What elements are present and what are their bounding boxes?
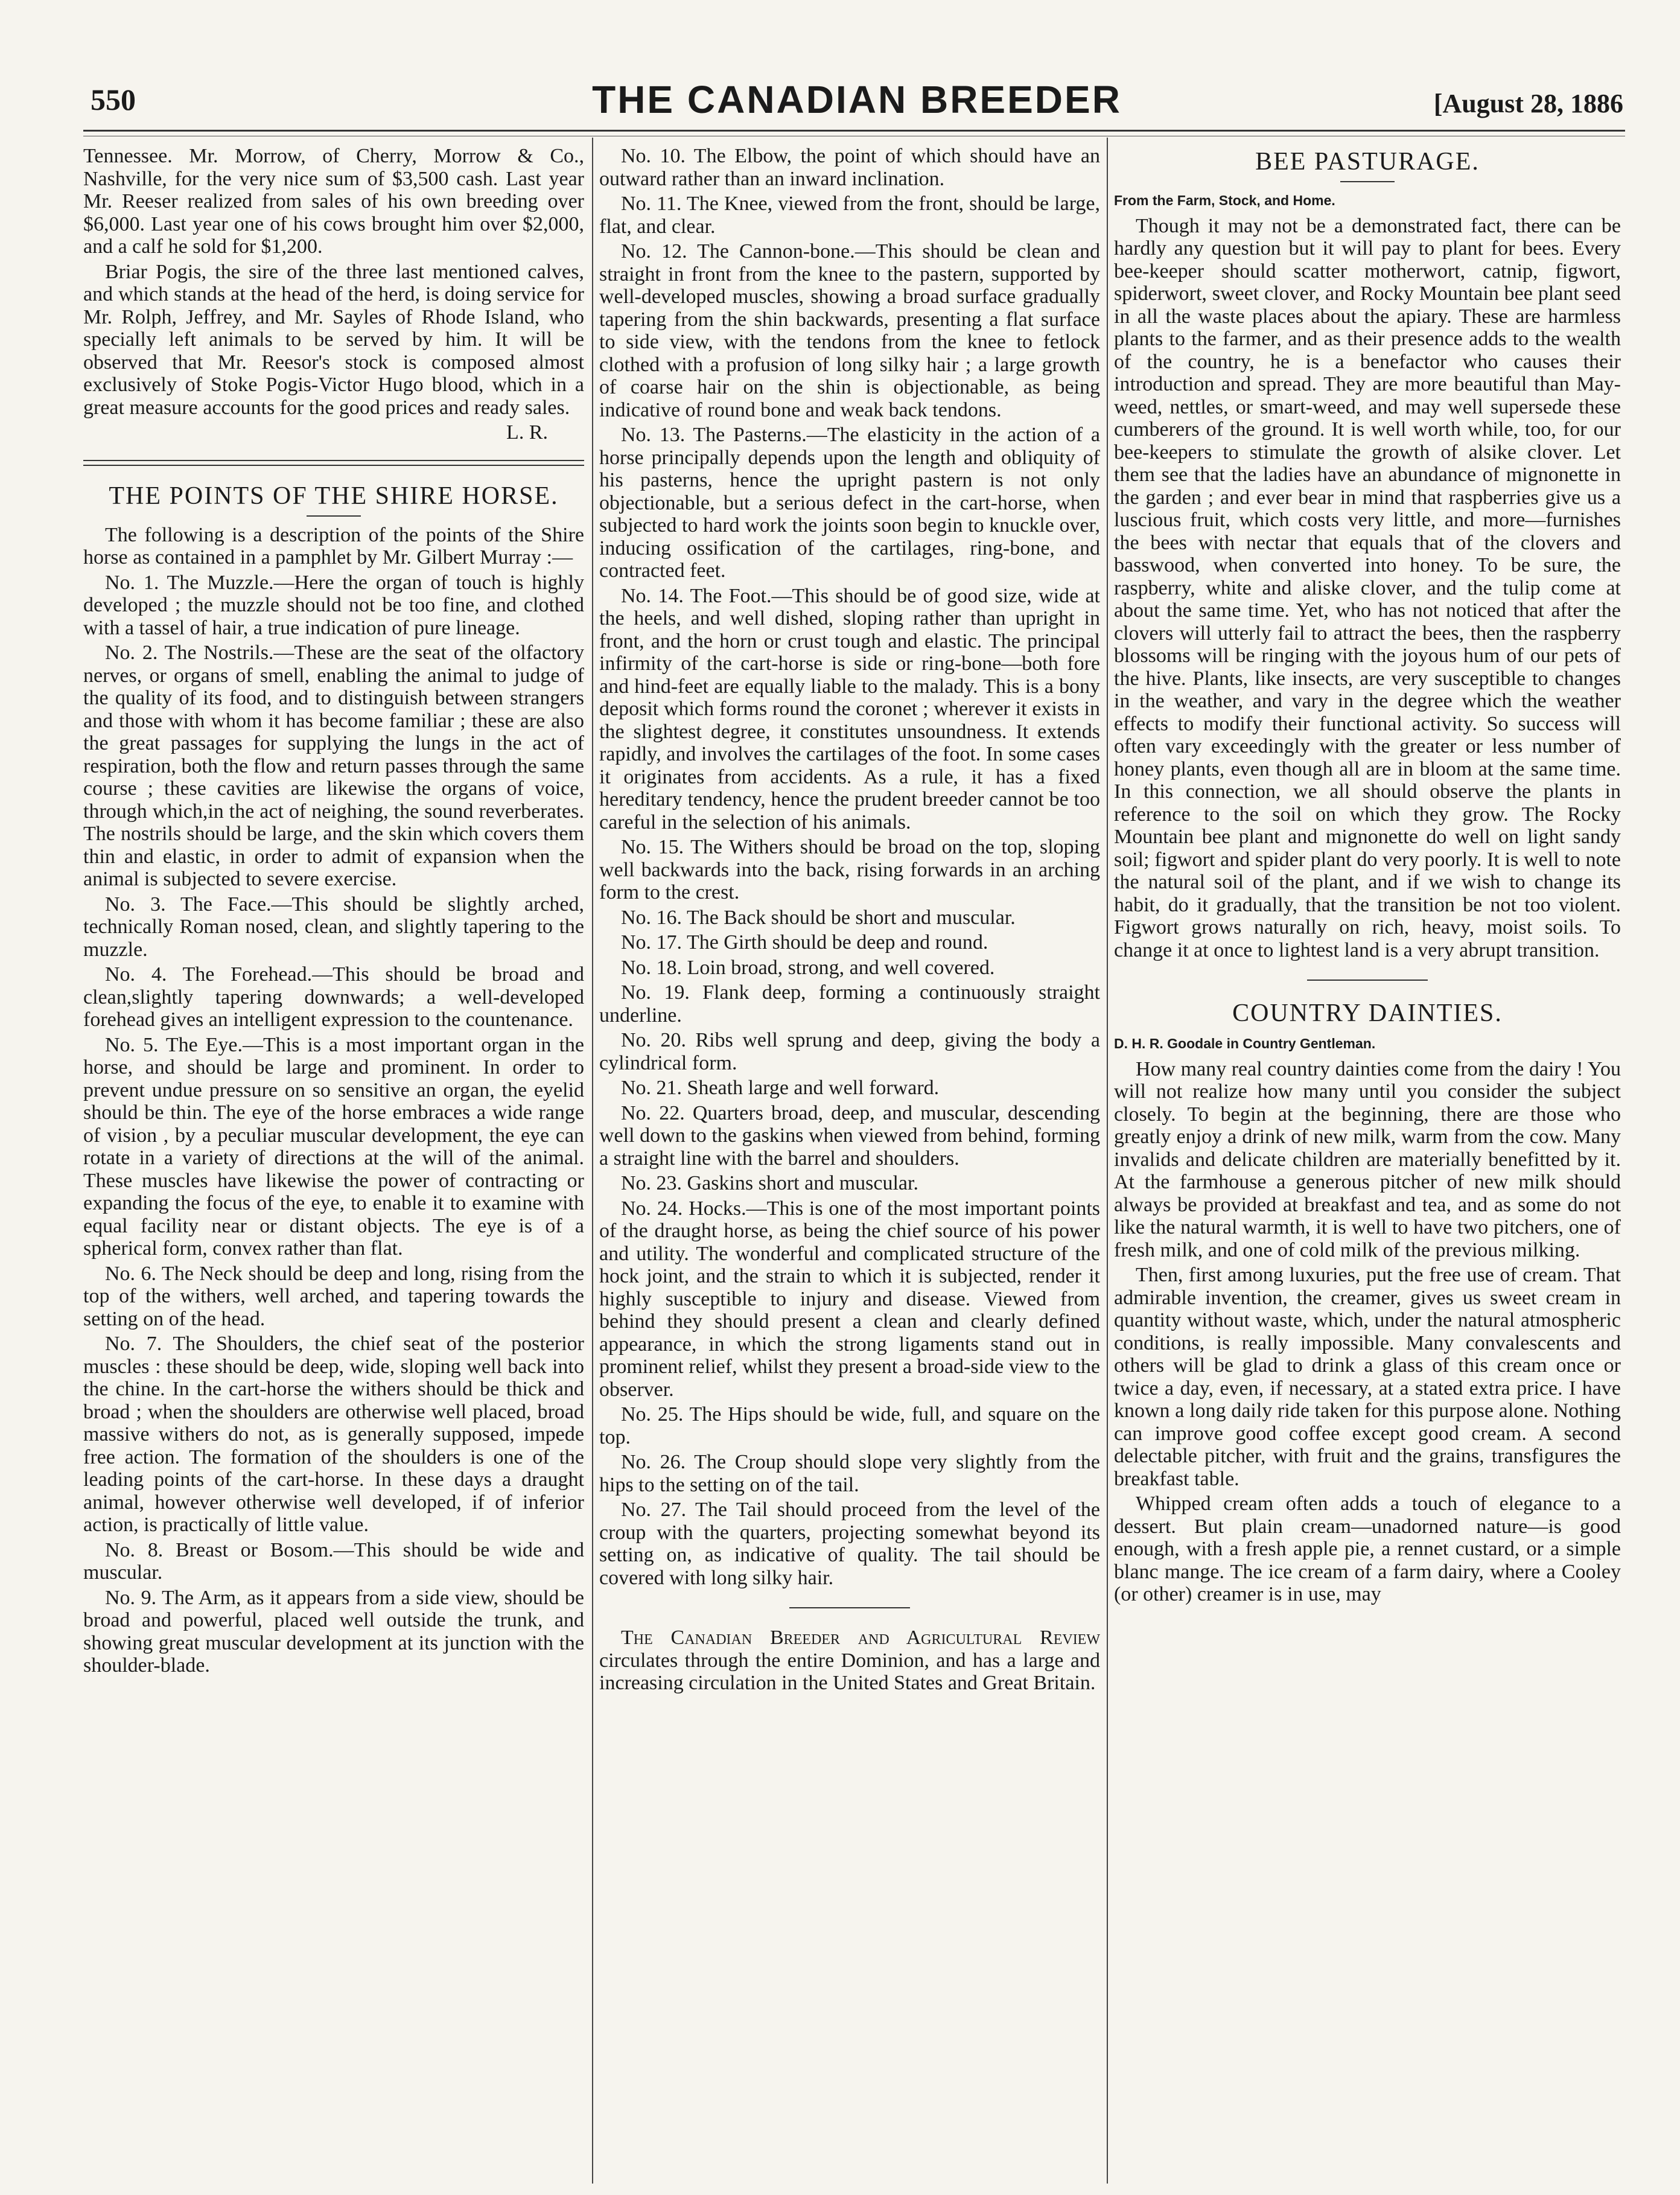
article-paragraph: How many real country dainties come from the dairy ! You will not realize how many until you consider the subject closely. To begin at the beginning, there are those who greatly enjoy a drink of new milk, warm from the cow. Many invalids and delicate children are materially benefitted by it. At the farmhouse a generous pitcher of new milk should always be provided at breakfast and tea, and as some do not like the natural warmth, it is well to have two pitchers, one of fresh milk, and one of cold milk of the previous milking. [1114, 1057, 1621, 1261]
shire-point: No. 22. Quarters broad, deep, and muscular, descending well down to the gaskins when viewed from behind, forming a straight line with the barrel and shoulders. [599, 1101, 1100, 1170]
article-paragraph: Whipped cream often adds a touch of elegance to a dessert. But plain cream—unadorned nature—is good enough, with a fresh apple pie, a rennet custard, or a simple blanc mange. The ice cream of a farm dairy, where a Cooley (or other) creamer is in use, may [1114, 1493, 1621, 1605]
shire-point: No. 26. The Croup should slope very slightly from the hips to the setting on of the tail. [599, 1451, 1100, 1496]
shire-point: No. 1. The Muzzle.—Here the organ of touch is highly developed ; the muzzle should not be too fine, and clothed with a tassel of hair, a true indication of pure lineage. [83, 571, 584, 639]
masthead-rule [83, 130, 1625, 136]
issue-date: [August 28, 1886 [1433, 89, 1623, 118]
page-number: 550 [91, 83, 136, 116]
article-paragraph: Though it may not be a demonstrated fact, there can be hardly any question but it will pay to plant for bees. Every bee-keeper should scatter motherwort, catnip, figwort, spiderwort, sweet clover, and Rocky Mountain bee plant seed in all the waste places about the apiary. These are harmless plants to the farmer, and as their presence adds to the wealth of the country, he is a benefactor who causes their introduction and spread. They are more beautiful than May-weed, nettles, or smart-weed, and may well supersede these cumberers of the ground. It is well worth while, too, for our bee-keepers to stimulate the growth of alsike clover. Let them see that the ladies have an abundance of mignonette in the garden ; and ever bear in mind that raspberries give us a luscious fruit, which costs very little, and more—furnishes the bees with nectar that equals that of the clovers and basswood, when converted into honey. To be sure, the raspberry, white and aliske clover, and the tulip come at about the same time. Yet, who has not noticed that after the clovers will utterly fail to attract the bees, then the raspberry blossoms will be ringing with the joyous hum of our pets of the hive. Plants, like insects, are very susceptible to changes in the weather, and vary in the degree which the weather effects to modify their functional activity. So success will often vary exceedingly with the greater or less number of honey plants, even though all are in bloom at the same time. In this connection, we all should observe the plants in reference to the soil on which they grow. The Rocky Mountain bee plant and mignonette do well on light sandy soil; figwort and spider plant do very poorly. It is well to note the natural soil of the plant, and if we wish to change its habit, do it gradually, that the transition be not too violent. Figwort grows naturally on rich, heavy, moist soils. To change it at once to lightest land is a very abrupt transition. [1114, 214, 1621, 961]
article-title-bee-pasturage: BEE PASTURAGE. [1255, 148, 1480, 176]
column-divider [592, 138, 593, 2184]
shire-point: No. 17. The Girth should be deep and round. [621, 931, 988, 954]
shire-point: No. 5. The Eye.—This is a most important organ in the horse, and should be large and prominent. In order to prevent undue pressure on so sensitive an organ, the eyelid should be thin. The eye of the horse embraces a wide range of vision , by a peculiar muscular development, the eye can rotate in a variety of directions at the will of the animal. These muscles have likewise the power of contracting or expanding the focus of the eye, to enable it to examine with equal facility near or distant objects. The eye is of a spherical form, convex rather than flat. [83, 1033, 584, 1260]
shire-point: No. 15. The Withers should be broad on the top, sloping well backwards into the back, rising forwards in an arching form to the crest. [599, 836, 1100, 903]
shire-point: No. 7. The Shoulders, the chief seat of the posterior muscles : these should be deep, wide, sloping well back into the chine. In the cart-horse the withers should be thick and broad ; when the shoulders are otherwise well placed, broad massive withers do not, as is generally supposed, impede free action. The formation of the shoulders is one of the leading points of the cart-horse. In these days a draught animal, however otherwise well developed, if of inferior action, is practically of little value. [83, 1333, 584, 1536]
article-title-shire-horse: THE POINTS OF THE SHIRE HORSE. [109, 482, 559, 510]
title-rule [1340, 181, 1395, 182]
shire-point: No. 16. The Back should be short and muscular. [621, 906, 1016, 929]
shire-point: No. 3. The Face.—This should be slightly arched, technically Roman nosed, clean, and slightly tapering to the muzzle. [83, 893, 584, 961]
article-title-country-dainties: COUNTRY DAINTIES. [1232, 999, 1503, 1027]
shire-point: No. 2. The Nostrils.—These are the seat of the olfactory nerves, or organs of smell, enabling the animal to judge of the quality of its food, and to distinguish between strangers and those with whom it has become familiar ; these are also the great passages for supplying the lungs in the act of respiration, both the flow and return passes through the same course ; these cavities are likewise the organs of voice, through which,in the act of neighing, the sound reverberates. The nostrils should be large, and the skin which covers them thin and elastic, in order to admit of expansion when the animal is subjected to severe exercise. [83, 642, 584, 890]
circulation-notice [599, 1626, 1100, 1695]
column-2 [599, 145, 1100, 1697]
shire-point: No. 4. The Forehead.—This should be broad and clean,slightly tapering downwards; a well-developed forehead gives an intelligent expression to the countenance. [83, 963, 584, 1031]
shire-point: No. 14. The Foot.—This should be of good size, wide at the heels, and well dished, sloping rather than upright in front, and the horn or crust tough and elastic. The principal infirmity of the cart-horse is side or ring-bone—both fore and hind-feet are equally liable to the malady. This is a bony deposit which forms round the coronet ; wherever it exists in the slightest degree, it constitutes unsoundness. It extends rapidly, and involves the cartilages of the foot. In some cases it originates from accidents. As a rule, it has a fixed hereditary tendency, hence the prudent breeder cannot be too careful in the selection of his animals. [599, 584, 1100, 833]
continued-paragraph: Tennessee. Mr. Morrow, of Cherry, Morrow & Co., Nashville, for the very nice sum of $3,500 cash. Last year Mr. Reeser realized from sales of his own breeding over $6,000. Last year one of his cows brought him over $2,000, and a calf he sold for $1,200. [83, 145, 584, 258]
notice-lead: The Canadian Breeder and Agricultural Review [621, 1626, 1100, 1649]
shire-point: No. 24. Hocks.—This is one of the most important points of the draught horse, as being the chief source of his power and utility. The wonderful and complicated structure of the hock joint, and the strain to which it is subjected, render it highly susceptible to injury and disease. Viewed from behind they should present a clean and clearly defined appearance, in which the strong ligaments stand out in prominent relief, whilst they present a broad-side view to the observer. [599, 1197, 1100, 1401]
article-separator [83, 460, 584, 466]
shire-point: No. 10. The Elbow, the point of which should have an outward rather than an inward inclination. [599, 145, 1100, 190]
shire-point: No. 19. Flank deep, forming a continuously straight underline. [599, 981, 1100, 1027]
shire-point: No. 9. The Arm, as it appears from a side view, should be broad and powerful, placed well outside the trunk, and showing great muscular development at its junction with the shoulder-blade. [83, 1586, 584, 1677]
article-separator [1307, 980, 1428, 981]
shire-point: No. 18. Loin broad, strong, and well covered. [621, 956, 995, 979]
shire-point: No. 12. The Cannon-bone.—This should be clean and straight in front from the knee to the pastern, supported by well-developed muscles, showing a broad surface gradually tapering from the shin backwards, presenting a flat surface to side view, with the tendons from the knee to fetlock clothed with a profusion of long silky hair ; a large growth of coarse hair on the shin is objectionable, as being indicative of round bone and weak back tendons. [599, 240, 1100, 421]
shire-point: No. 21. Sheath large and well forward. [621, 1077, 940, 1099]
article-paragraph: Then, first among luxuries, put the free use of cream. That admirable invention, the creamer, gives us sweet cream in quantity without waste, which, under the natural atmospheric conditions, is really impossible. Many convalescents and others will be glad to drink a glass of this cream once or twice a day, even, if necessary, at a stated extra price. I have known a long daily ride taken for this purpose alone. Nothing can improve good coffee except good cream. A second delectable pitcher, with fruit and the grains, transfigures the breakfast table. [1114, 1264, 1621, 1490]
title-rule [307, 515, 361, 517]
notice-separator [789, 1607, 910, 1608]
shire-point: No. 20. Ribs well sprung and deep, giving the body a cylindrical form. [599, 1029, 1100, 1074]
author-signature: L. R. [506, 421, 548, 444]
newspaper-title: THE CANADIAN BREEDER [592, 78, 1122, 121]
shire-point: No. 11. The Knee, viewed from the front, should be large, flat, and clear. [599, 193, 1100, 238]
column-divider [1107, 138, 1108, 2184]
masthead [91, 77, 1623, 132]
shire-point: No. 25. The Hips should be wide, full, and square on the top. [599, 1403, 1100, 1448]
shire-point: No. 8. Breast or Bosom.—This should be wide and muscular. [83, 1538, 584, 1584]
article-intro: The following is a description of the points of the Shire horse as contained in a pamphlet by Mr. Gilbert Murray :— [83, 523, 584, 569]
notice-text: circulates through the entire Dominion, and has a large and increasing circulation in the United States and Great Britain. [599, 1649, 1100, 1694]
article-source: D. H. R. Goodale in Country Gentleman. [1114, 1036, 1376, 1051]
column-3 [1114, 145, 1621, 1608]
column-1 [83, 145, 584, 1680]
shire-point: No. 6. The Neck should be deep and long, rising from the top of the withers, well arched, and tapering towards the setting on of the head. [83, 1262, 584, 1330]
shire-point: No. 27. The Tail should proceed from the level of the croup with the quarters, projecting somewhat beyond its setting on, as indicative of quality. The tail should be covered with long silky hair. [599, 1499, 1100, 1589]
shire-point: No. 23. Gaskins short and muscular. [621, 1172, 918, 1194]
article-source: From the Farm, Stock, and Home. [1114, 193, 1335, 208]
shire-point: No. 13. The Pasterns.—The elasticity in the action of a horse principally depends upon the length and obliquity of his pasterns, hence the upright pastern is not only objectionable, but a serious defect in the cart-horse, when subjected to hard work the joints soon begin to knuckle over, inducing ossification of the cartilages, ring-bone, and contracted feet. [599, 424, 1100, 582]
continued-paragraph: Briar Pogis, the sire of the three last mentioned calves, and which stands at the head of the herd, is doing service for Mr. Rolph, Jeffrey, and Mr. Sayles of Rhode Island, who specially left animals to be served by him. It will be observed that Mr. Reesor's stock is composed almost exclusively of Stoke Pogis-Victor Hugo blood, which in a great measure accounts for the good prices and ready sales. [83, 260, 584, 419]
